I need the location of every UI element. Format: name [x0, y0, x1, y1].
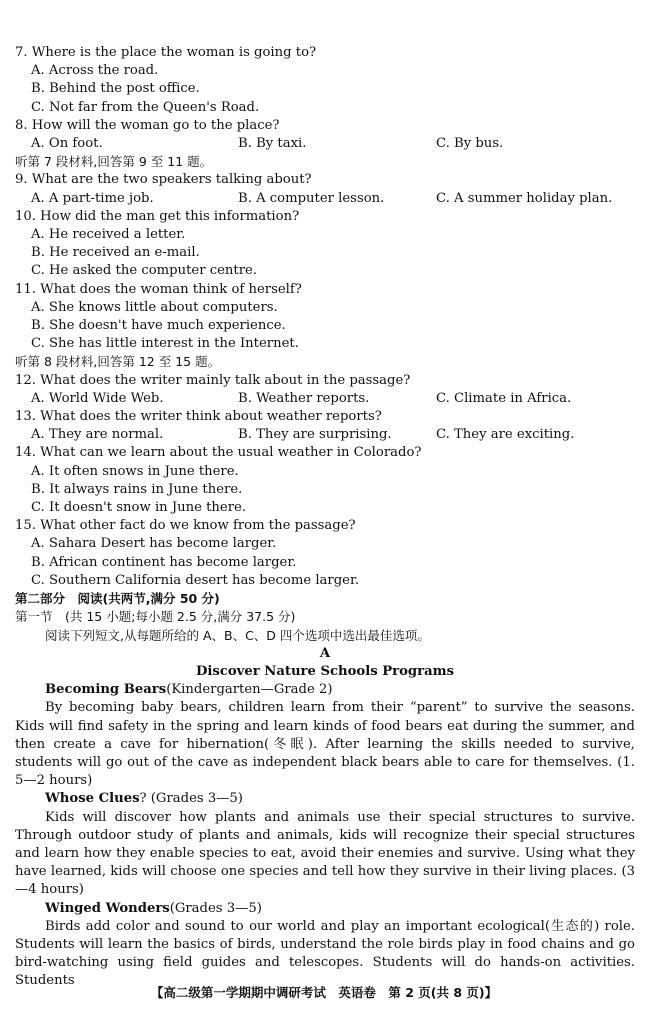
passage-letter: A	[319, 645, 331, 661]
answer-option: C. She has little interest in the Internet.	[31, 336, 299, 352]
answer-option: B. Behind the post office.	[31, 81, 200, 97]
section-instruction: 听第 7 段材料,回答第 9 至 11 题。	[15, 154, 213, 170]
answer-option: C. It doesn't snow in June there.	[31, 500, 247, 516]
answer-option: B. He received an e-mail.	[31, 245, 200, 261]
answer-option: A. Across the road.	[31, 63, 159, 79]
program-heading	[15, 681, 635, 699]
answer-option: C. Southern California desert has become larger.	[31, 572, 360, 588]
reading-part	[15, 590, 635, 990]
page-footer: 【高二级第一学期期中调研考试 英语卷 第 2 页(共 8 页)】	[150, 985, 498, 1000]
answer-option: A. They are normal.	[31, 427, 164, 443]
answer-option: C. A summer holiday plan.	[436, 190, 613, 206]
question-stem: 8. How will the woman go to the place?	[15, 117, 280, 133]
program-name: Becoming Bears	[45, 682, 167, 698]
program-name: Winged Wonders	[45, 900, 170, 916]
answer-option: B. Weather reports.	[238, 390, 370, 406]
reading-instruction: 阅读下列短文,从每题所给的 A、B、C、D 四个选项中选出最佳选项。	[45, 627, 430, 643]
program-grades: ? (Grades 3—5)	[139, 791, 243, 807]
program-description: By becoming baby bears, children learn from their “parent” to survive the seasons. Kids will find safety in the spring and learn kinds of food bears eat during the summer, and then create a cave for hibernation(冬眠). After learning the skills needed to survive, students will go out of the cave as independent black bears able to care for themselves. (1. 5—2 hours)	[15, 700, 635, 789]
answer-option: B. By taxi.	[238, 136, 307, 152]
answer-option: A. World Wide Web.	[31, 390, 164, 406]
program-description: Birds add color and sound to our world and play an important ecological(生态的) role. Students will learn the basics of birds, understand the role birds play in food chains and go bird-watching using field guides and telescopes. Students will do hands-on activities. Students	[15, 918, 635, 989]
exam-page	[15, 44, 635, 991]
program-description: Kids will discover how plants and animals use their special structures to survive. Through outdoor study of plants and animals, kids will recognize their special structures and learn how they enable species to eat, avoid their enemies and survive. Using what they have learned, kids will choose one species and tell how they survive in their living places. (3—4 hours)	[15, 809, 635, 898]
question-stem: 7. Where is the place the woman is going to?	[15, 45, 317, 60]
answer-option: A. A part-time job.	[31, 190, 154, 206]
option-row	[15, 135, 635, 153]
question-stem: 14. What can we learn about the usual weather in Colorado?	[15, 445, 422, 461]
answer-option: A. He received a letter.	[31, 227, 186, 243]
program-grades: (Kindergarten—Grade 2)	[166, 682, 333, 698]
answer-option: B. African continent has become larger.	[31, 554, 297, 570]
program-heading	[15, 790, 635, 808]
question-stem: 12. What does the writer mainly talk about in the passage?	[15, 372, 411, 388]
program-list	[15, 681, 635, 990]
program-grades: (Grades 3—5)	[169, 900, 262, 916]
section1-heading: 第一节 (共 15 小题;每小题 2.5 分,满分 37.5 分)	[15, 609, 296, 625]
answer-option: A. It often snows in June there.	[31, 463, 239, 479]
passage-title: Discover Nature Schools Programs	[195, 663, 454, 679]
answer-option: B. A computer lesson.	[238, 190, 385, 206]
answer-option: A. On foot.	[31, 136, 103, 152]
answer-option: B. She doesn't have much experience.	[31, 318, 286, 334]
answer-option: C. He asked the computer centre.	[31, 263, 257, 279]
answer-option: C. They are exciting.	[436, 427, 575, 443]
part2-heading: 第二部分 阅读(共两节,满分 50 分)	[15, 591, 220, 607]
answer-option: A. Sahara Desert has become larger.	[31, 536, 277, 552]
option-row	[15, 190, 635, 208]
answer-option: C. Climate in Africa.	[436, 390, 572, 406]
option-row	[15, 426, 635, 444]
question-stem: 10. How did the man get this information?	[15, 208, 300, 224]
question-stem: 11. What does the woman think of herself?	[15, 281, 302, 297]
question-stem: 15. What other fact do we know from the passage?	[15, 518, 356, 534]
listening-section	[15, 44, 635, 590]
answer-option: C. Not far from the Queen's Road.	[31, 99, 260, 115]
option-row	[15, 390, 635, 408]
answer-option: B. It always rains in June there.	[31, 481, 243, 497]
answer-option: C. By bus.	[436, 136, 504, 152]
answer-option: B. They are surprising.	[238, 427, 392, 443]
question-stem: 13. What does the writer think about weather reports?	[15, 409, 382, 425]
section-instruction: 听第 8 段材料,回答第 12 至 15 题。	[15, 354, 221, 370]
program-name: Whose Clues	[45, 791, 140, 807]
program-heading	[15, 900, 635, 918]
question-stem: 9. What are the two speakers talking about?	[15, 172, 312, 188]
answer-option: A. She knows little about computers.	[31, 299, 278, 315]
